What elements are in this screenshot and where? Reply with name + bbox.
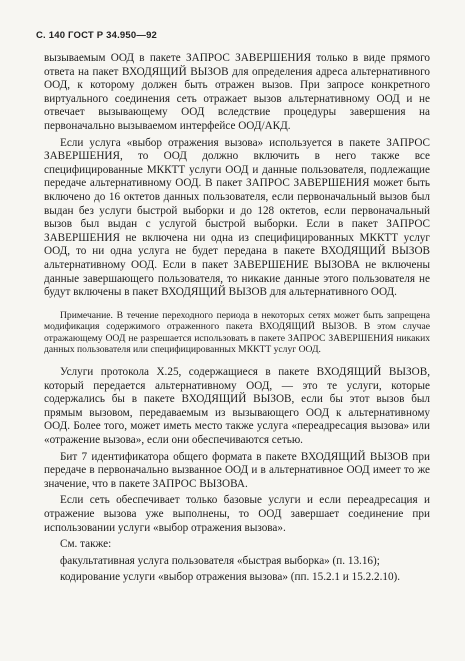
see-also-item-1: факультативная услуга пользователя «быстрая выборка» (п. 13.16); xyxy=(60,554,380,567)
paragraph-1: вызываемым ООД в пакете ЗАПРОС ЗАВЕРШЕНИЯ только в виде прямого ответа на пакет ВХОДЯЩИЙ ВЫЗОВ для определения адреса альтернативного ООД, к которому должен быть отражен вызов. При запросе конкретного виртуального соединения сеть отражает вызов альтернативному ООД и не отвечает вызывающему ООД вследствие процедуры завершения на первоначально вызываемом интерфейсе ООД/АКД. xyxy=(44,52,430,132)
paragraph-5: Если сеть обеспечивает только базовые услуги и если переадресация и отражение вызова уже выполнены, то ООД завершает соединение при использовании услуги «выбор отражения вызова». xyxy=(44,494,430,534)
page-header: С. 140 ГОСТ Р 34.950—92 xyxy=(36,30,158,41)
paragraph-4: Бит 7 идентификатора общего формата в пакете ВХОДЯЩИЙ ВЫЗОВ при передаче в первоначально вызванное ООД и в альтернативное ООД имеет то же значение, что в пакете ЗАПРОС ВЫЗОВА. xyxy=(44,450,430,490)
paragraph-2: Если услуга «выбор отражения вызова» используется в пакете ЗАПРОС ЗАВЕРШЕНИЯ, то ООД должно включить в него также все специфицированные МККТТ услуги ООД и данные пользователя, подлежащие передаче альтернативному ООД. В пакет ЗАПРОС ЗАВЕРШЕНИЯ может быть включено до 16 октетов данных пользователя, если первоначальный вызов был выдан без услуги быстрой выборки и до 128 октетов, если первоначальный вызов был выдан с услугой быстрой выборки. Если в пакет ЗАПРОС ЗАВЕРШЕНИЯ не включена ни одна из специфицированных МККТТ услуг ООД, то ни одна услуга не будет передана в пакете ВХОДЯЩИЙ ВЫЗОВ альтернативному ООД. Если в пакет ЗАВЕРШЕНИЕ ВЫЗОВА не включены данные завершающего пользователя, то никакие данные этого пользователя не будут включены в пакет ВХОДЯЩИЙ ВЫЗОВ для альтернативного ООД. xyxy=(44,136,430,299)
page-content xyxy=(44,52,430,585)
see-also-heading: См. также: xyxy=(60,538,112,551)
see-also-item-2: кодирование услуги «выбор отражения вызова» (пп. 15.2.1 и 15.2.2.10). xyxy=(60,571,401,584)
note-paragraph: Примечание. В течение переходного периода в некоторых сетях может быть запрещена модификация содержимого отраженного пакета ВХОДЯЩИЙ ВЫЗОВ. В этом случае отражающему ООД не разрешается использовать в пакете ЗАПРОС ЗАВЕРШЕНИЯ никаких данных пользователя или специфицированных МККТТ услуг ООД. xyxy=(44,309,430,356)
paragraph-3: Услуги протокола Х.25, содержащиеся в пакете ВХОДЯЩИЙ ВЫЗОВ, который передается альтернативному ООД, — это те услуги, которые содержались бы в пакете ВХОДЯЩИЙ ВЫЗОВ, если бы этот вызов был прямым вызовом, передаваемым из вызывающего ООД к альтернативному ООД. Более того, может иметь место также услуга «переадресация вызова» или «отражение вызова», если они обеспечиваются сетью. xyxy=(44,366,430,447)
